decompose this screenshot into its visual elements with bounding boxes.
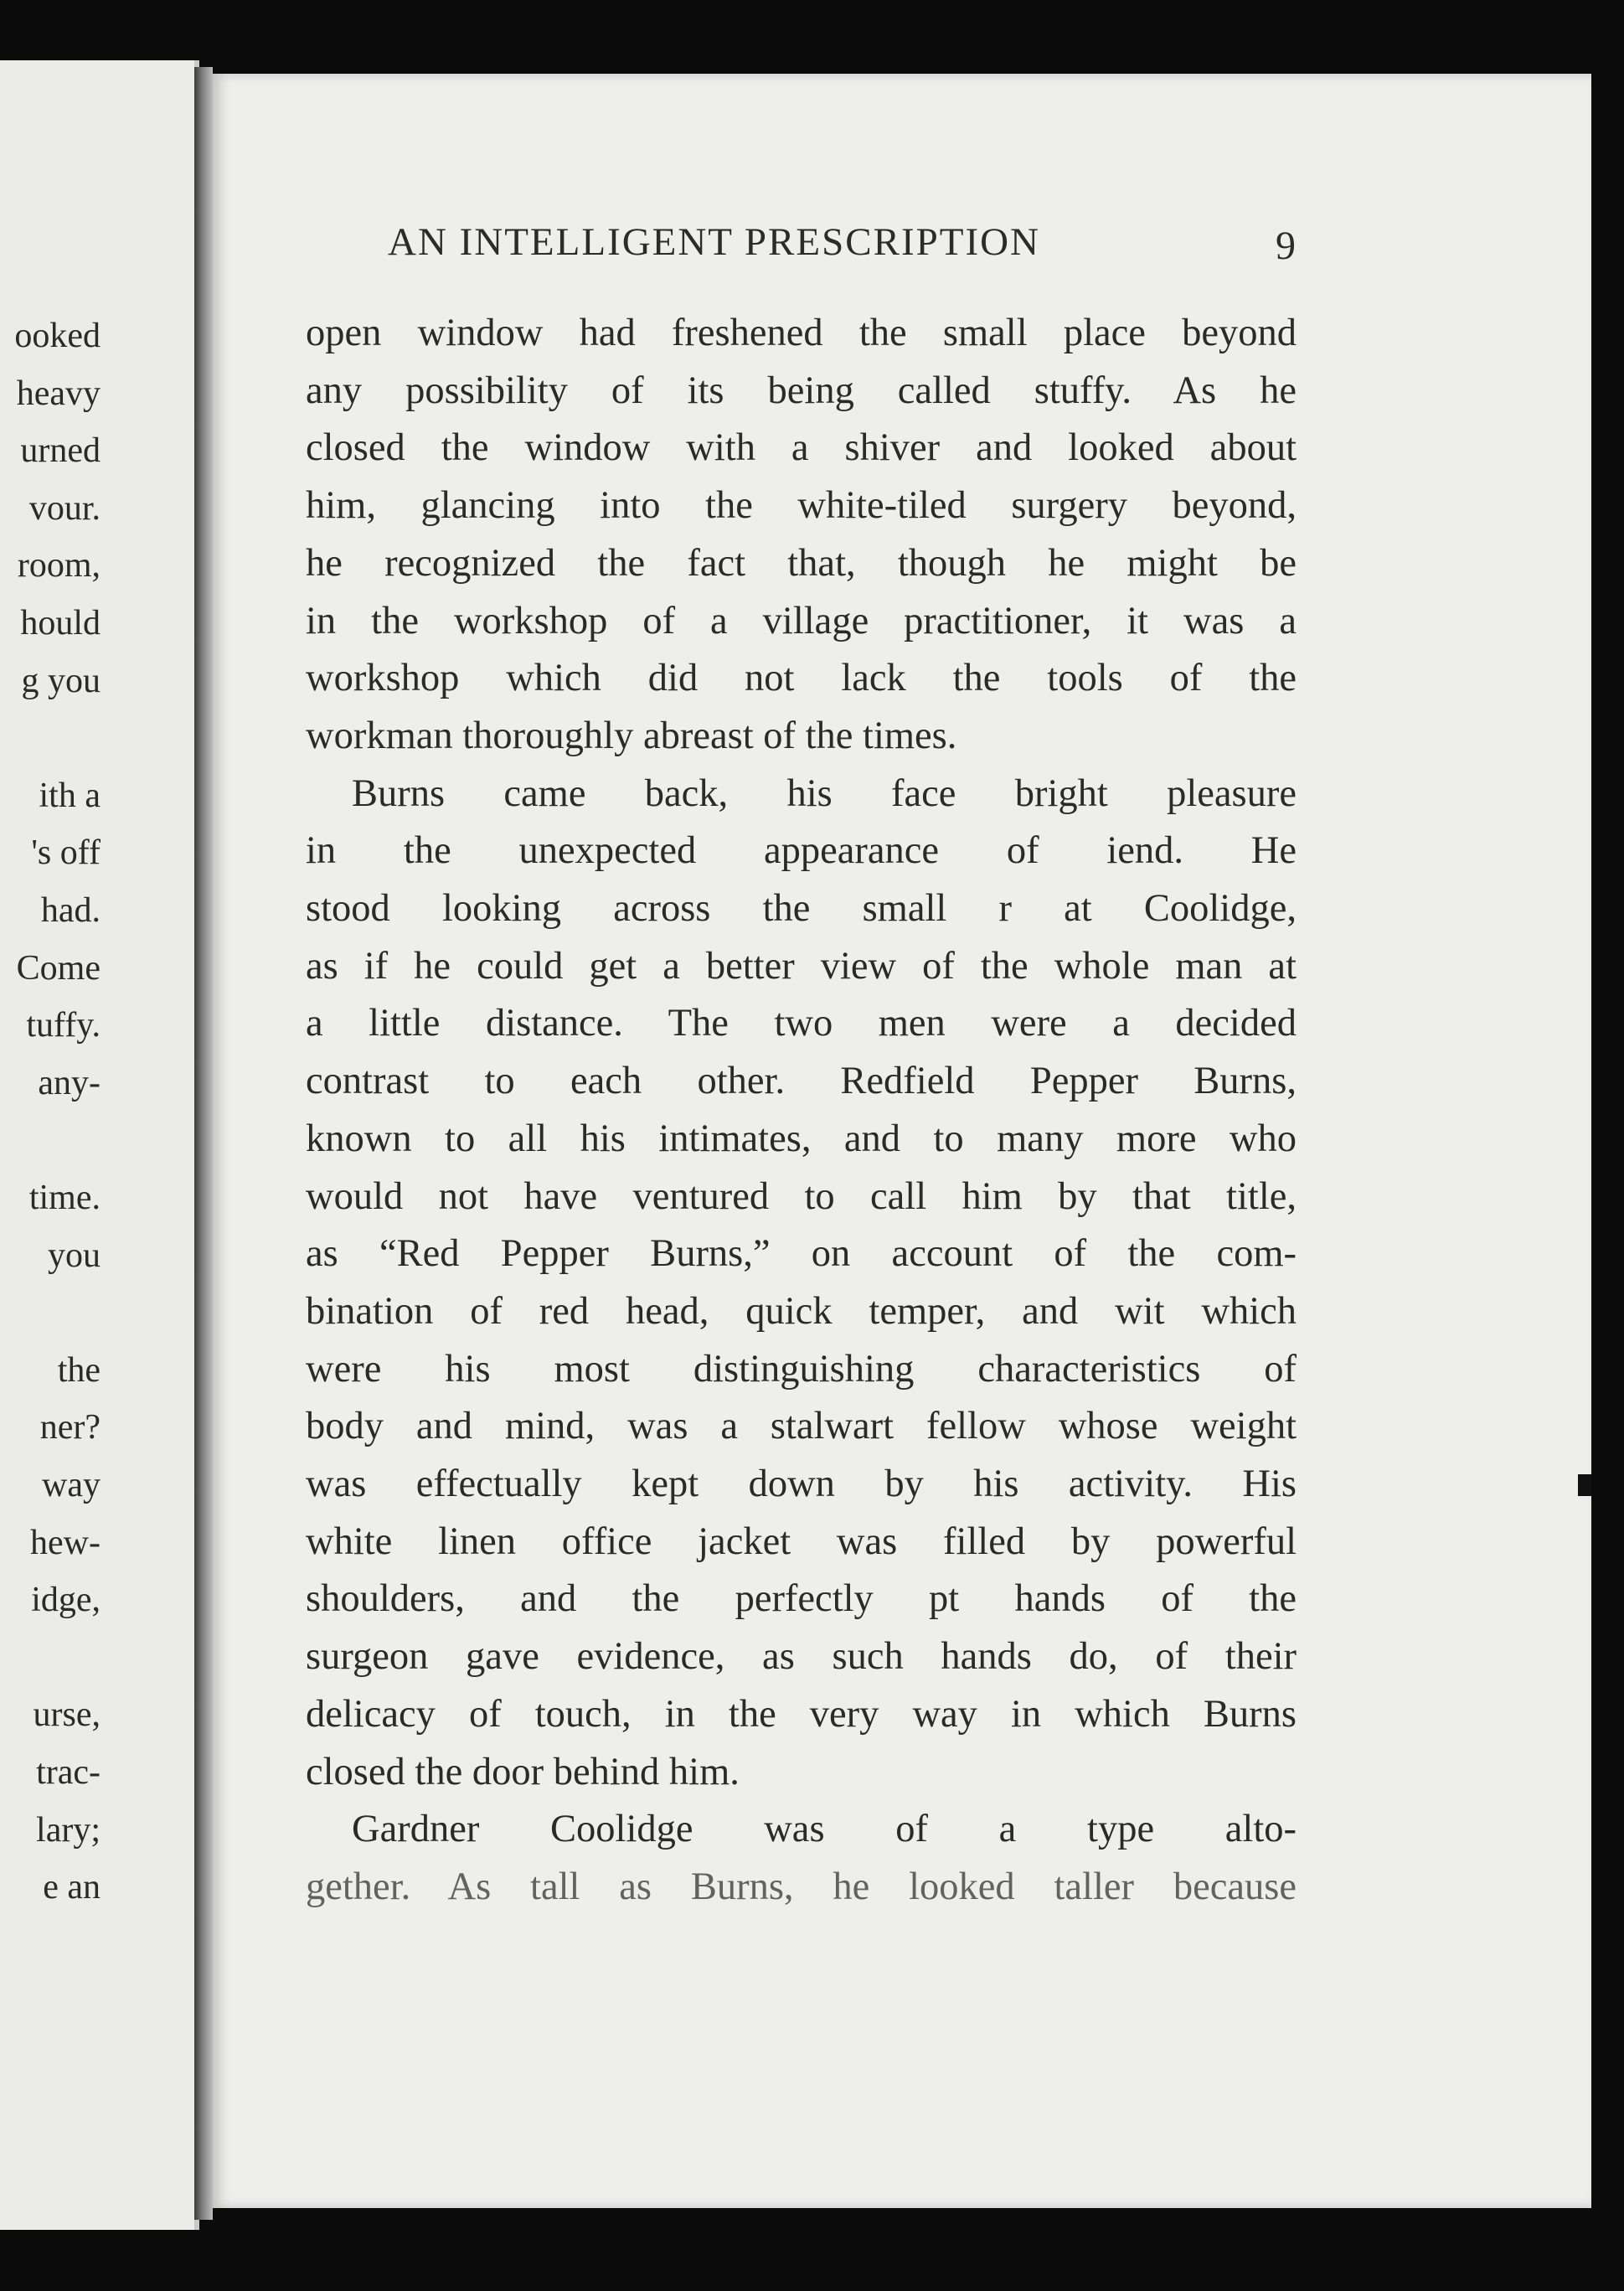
body-text-line: him, glancing into the white-tiled surgery beyond,	[306, 484, 1297, 528]
body-text-line: workman thoroughly abreast of the times.	[306, 714, 957, 757]
body-text-line: contrast to each other. Redfield Pepper Burns,	[306, 1060, 1297, 1103]
facing-page-line: ner?	[39, 1408, 101, 1447]
facing-page-line: 's off	[31, 833, 101, 873]
body-text-line: were his most distinguishing characteristics of	[306, 1347, 1297, 1391]
running-title: AN INTELLIGENT PRESCRIPTION	[388, 220, 1040, 264]
book-gutter	[194, 67, 213, 2220]
facing-page-line: time.	[28, 1179, 101, 1217]
facing-page-line: e an	[43, 1868, 101, 1907]
facing-page-line: you	[48, 1236, 101, 1275]
body-text-line: stood looking across the small r at Coolidge,	[306, 887, 1297, 930]
body-text-line: in the workshop of a village practitioner, it was a	[306, 599, 1297, 642]
body-text-line: he recognized the fact that, though he might be	[306, 541, 1297, 585]
facing-page-line: way	[42, 1466, 101, 1504]
body-text-line: white linen office jacket was filled by powerful	[306, 1520, 1297, 1563]
facing-page-line: idge,	[31, 1581, 101, 1620]
facing-page-line: urse,	[33, 1695, 101, 1735]
body-text-line: bination of red head, quick temper, and wit which	[306, 1289, 1297, 1333]
page-edge-mark	[1578, 1474, 1591, 1496]
facing-page-line: vour.	[28, 488, 101, 528]
body-text-line: closed the door behind him.	[306, 1750, 740, 1793]
body-text-line: Burns came back, his face bright pleasure	[352, 771, 1297, 815]
facing-page-line: g you	[21, 661, 101, 700]
body-text-line: surgeon gave evidence, as such hands do, of their	[306, 1635, 1297, 1679]
body-text-line: in the unexpected appearance of iend. He	[306, 829, 1297, 873]
body-text-line: a little distance. The two men were a decided	[306, 1002, 1297, 1045]
facing-page-line: the	[57, 1350, 101, 1390]
body-text-line: shoulders, and the perfectly pt hands of the	[306, 1577, 1297, 1621]
facing-page-line: room,	[17, 546, 101, 586]
body-text-line: workshop which did not lack the tools of the	[306, 657, 1297, 700]
body-text-line: closed the window with a shiver and looked about	[306, 426, 1297, 470]
facing-page-line: any-	[38, 1063, 101, 1102]
body-text-line: open window had freshened the small place beyond	[306, 312, 1297, 354]
facing-page-line: had.	[40, 891, 101, 930]
body-text-line: as if he could get a better view of the whole man at	[306, 944, 1297, 988]
body-text-line: gether. As tall as Burns, he looked taller because	[306, 1865, 1297, 1908]
body-text-line: Gardner Coolidge was of a type alto-	[352, 1808, 1297, 1851]
body-text-line: any possibility of its being called stuffy. As he	[306, 369, 1297, 412]
facing-page-line: hew-	[30, 1523, 101, 1562]
facing-page-line: tuffy.	[26, 1006, 101, 1045]
facing-page-line: heavy	[16, 374, 101, 413]
facing-page-line: trac-	[36, 1753, 101, 1792]
facing-page-line: hould	[20, 604, 101, 642]
facing-page-line: ith a	[39, 776, 101, 815]
body-text-line: as “Red Pepper Burns,” on account of the com-	[306, 1232, 1297, 1276]
facing-page-line: lary;	[36, 1810, 101, 1850]
facing-page-fragment	[0, 60, 199, 2230]
facing-page-line: Come	[16, 948, 101, 988]
body-text-line: delicacy of touch, in the very way in which Burns	[306, 1692, 1297, 1736]
body-text-line: body and mind, was a stalwart fellow whose weight	[306, 1405, 1297, 1448]
body-text-line: would not have ventured to call him by that title,	[306, 1174, 1297, 1218]
facing-page-line: urned	[20, 431, 101, 471]
facing-page-line: ooked	[14, 317, 101, 355]
running-head	[388, 219, 1309, 278]
page-number: 9	[1276, 224, 1296, 268]
body-text-line: known to all his intimates, and to many more who	[306, 1117, 1297, 1160]
body-text-line: was effectually kept down by his activity. His	[306, 1463, 1297, 1505]
